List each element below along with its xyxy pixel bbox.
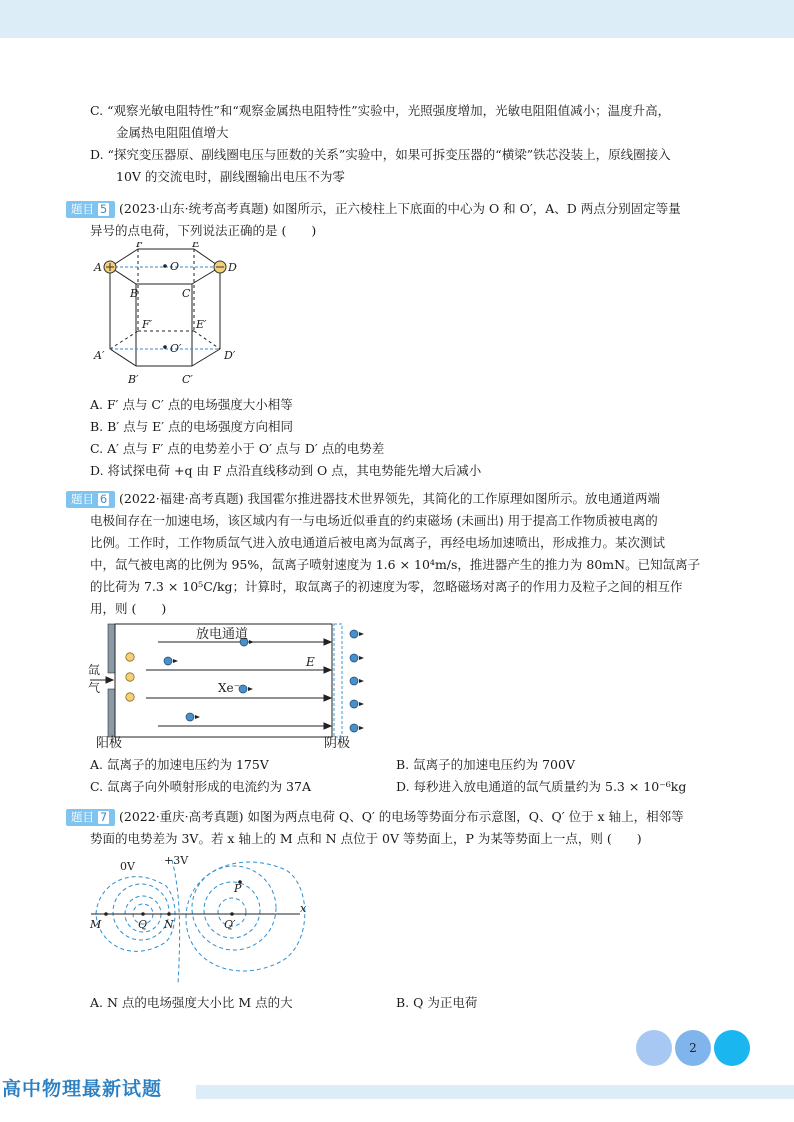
label-p: P [234, 882, 242, 895]
equipotential-diagram [86, 854, 316, 986]
channel-label: 放电通道 [196, 627, 249, 642]
anode-plate-bottom [108, 689, 115, 737]
gas-inlet-arrow [106, 677, 113, 683]
xenon-ion-icon [350, 724, 364, 732]
point-n [167, 912, 171, 916]
equipotential-qp [192, 866, 276, 950]
page-content [71, 100, 730, 1014]
question-tag: 题目 7 [66, 809, 115, 826]
label-m: M [90, 918, 102, 931]
page-circle-decoration [636, 1030, 672, 1066]
question-6-option-b: B. 氙离子的加速电压约为 700V [396, 757, 575, 772]
xenon-ion-icon [164, 657, 178, 665]
label-e: E [192, 242, 201, 250]
label-dp: D′ [224, 349, 236, 362]
page-circle-decoration [714, 1030, 750, 1066]
equipotential-qp-outer [186, 862, 305, 971]
field-arrow [324, 723, 331, 729]
question-5-options [90, 394, 730, 482]
label-b: B [130, 287, 139, 300]
question-7-stem-line2: 势面的电势差为 3V。若 x 轴上的 M 点和 N 点位于 0V 等势面上，P 为某等势面上一点，则 ( ) [90, 831, 642, 846]
ejected-ions [350, 630, 364, 732]
xenon-ion-icon [239, 685, 253, 693]
question-5-option-b: B. B′ 点与 E′ 点的电场强度方向相同 [90, 419, 294, 434]
question-5-option-d: D. 将试探电荷 +q 由 F 点沿直线移动到 O 点，其电势能先增大后减小 [90, 463, 482, 478]
footer-logo: 高中物理最新试题 [2, 1078, 163, 1100]
ion-label: Xe⁻ [218, 681, 240, 695]
point-m [104, 912, 108, 916]
label-plus-three-volt: +3V [164, 854, 189, 867]
question-6-stem-line4: 中，氙气被电离的比例为 95%，氙离子喷射速度为 1.6 × 10⁴m/s，推进器产生的推力为 80mN。已知氙离子 [90, 557, 701, 572]
charge-d-icon [214, 261, 226, 273]
label-a: A [94, 261, 102, 274]
edge-hidden [110, 331, 138, 349]
header-band [0, 0, 794, 38]
center-op-dot [163, 345, 167, 349]
question-7-option-b: B. Q 为正电荷 [396, 995, 478, 1010]
xenon-ion-icon [350, 654, 364, 662]
footer-band [196, 1085, 794, 1099]
cathode-grid [334, 624, 342, 737]
question-6-option-c: C. 氙离子向外喷射形成的电流约为 37A [90, 779, 311, 794]
equipotential-figure [86, 854, 730, 986]
label-op: O′ [170, 342, 182, 355]
question-number: 5 [97, 202, 110, 217]
edge-bottom [192, 349, 220, 366]
question-6-stem-line3: 比例。工作时，工作物质氙气进入放电通道后被电离为氙离子，再经电场加速喷出，形成推力。某次测试 [90, 535, 666, 550]
point-qp [230, 912, 234, 916]
option-c-line1: C. “观察光敏电阻特性”和“观察金属热电阻特性”实验中，光照强度增加，光敏电阻阻值减小；温度升高， [90, 103, 671, 118]
edge-hidden [194, 331, 220, 349]
xenon-ion-icon [350, 700, 364, 708]
label-o: O [170, 260, 180, 273]
question-6-stem-line1: (2022·福建·高考真题) 我国霍尔推进器技术世界领先，其简化的工作原理如图所示。放电通道两端 [119, 491, 660, 506]
label-bp: B′ [128, 373, 139, 386]
question-5-option-a: A. F′ 点与 C′ 点的电场强度大小相等 [90, 397, 293, 412]
question-6 [71, 488, 730, 798]
question-tag: 题目 6 [66, 491, 115, 508]
label-f: F [136, 242, 144, 250]
question-6-option-d: D. 每秒进入放电通道的氙气质量约为 5.3 × 10⁻⁶kg [396, 779, 687, 794]
hall-thruster-diagram [86, 622, 376, 750]
question-5 [71, 198, 730, 482]
label-n: N [164, 918, 174, 931]
hexagonal-prism-figure [86, 242, 730, 390]
gas-label-top: 氙 [88, 663, 101, 677]
question-7 [71, 806, 730, 1014]
label-d: D [228, 261, 237, 274]
question-number: 6 [97, 492, 110, 507]
label-x: x [300, 902, 307, 915]
option-d-line2: 10V 的交流电时，副线圈输出电压不为零 [116, 169, 345, 184]
label-fp: F′ [142, 318, 153, 331]
question-5-stem-line2: 异号的点电荷，下列说法正确的是 ( ) [90, 223, 317, 238]
charge-a-icon [104, 261, 116, 273]
label-cp: C′ [182, 373, 193, 386]
page-indicator [636, 1030, 752, 1066]
field-label: E [306, 655, 315, 669]
label-ap: A′ [94, 349, 105, 362]
electrode-labels [86, 732, 376, 750]
xenon-atom [126, 673, 134, 681]
question-5-stem-line1: (2023·山东·统考高考真题) 如图所示，正六棱柱上下底面的中心为 O 和 O′，A、D 两点分别固定等量 [119, 201, 681, 216]
question-7-options [90, 992, 730, 1014]
xenon-ion-icon [350, 677, 364, 685]
anode-plate-top [108, 624, 115, 673]
question-6-stem-line6: 用，则 ( ) [90, 601, 167, 616]
page-number: 2 [689, 1041, 697, 1055]
field-arrow [324, 667, 331, 673]
center-o-dot [163, 264, 167, 268]
question-6-stem-line2: 电极间存在一加速电场，该区域内有一与电场近似垂直的约束磁场 (未画出) 用于提高工作物质被电离的 [90, 513, 658, 528]
xenon-ion-icon [350, 630, 364, 638]
question-number: 7 [97, 810, 110, 825]
prev-question-options [90, 100, 730, 188]
gas-label-bottom: 气 [88, 681, 101, 695]
label-ep: E′ [196, 318, 207, 331]
xenon-ion-icon [186, 713, 200, 721]
question-tag: 题目 5 [66, 201, 115, 218]
xenon-atom [126, 653, 134, 661]
field-arrow [324, 639, 331, 645]
label-q: Q [138, 918, 148, 931]
cathode-label: 阴极 [324, 736, 351, 751]
xenon-ions [164, 638, 254, 721]
label-qp: Q′ [224, 918, 236, 931]
label-zero-volt: 0V [120, 860, 135, 873]
edge-bottom [110, 349, 136, 366]
question-6-option-a: A. 氙离子的加速电压约为 175V [90, 757, 269, 772]
point-q [141, 912, 145, 916]
anode-label: 阳极 [96, 736, 123, 751]
field-arrow [324, 695, 331, 701]
option-c-line2: 金属热电阻阻值增大 [116, 125, 229, 140]
question-6-stem-line5: 的比荷为 7.3 × 10⁵C/kg；计算时，取氙离子的初速度为零，忽略磁场对离子的作用力及粒子之间的相互作 [90, 579, 683, 594]
question-7-stem-line1: (2022·重庆·高考真题) 如图为两点电荷 Q、Q′ 的电场等势面分布示意图，Q、Q′ 位于 x 轴上，相邻等 [119, 809, 684, 824]
option-d-line1: D. “探究变压器原、副线圈电压与匝数的关系”实验中，如果可拆变压器的“横梁”铁芯没装上，原线圈接入 [90, 147, 671, 162]
xenon-atom [126, 693, 134, 701]
question-7-option-a: A. N 点的电场强度大小比 M 点的大 [90, 995, 293, 1010]
question-6-options [90, 754, 730, 798]
question-5-option-c: C. A′ 点与 F′ 点的电势差小于 O′ 点与 D′ 点的电势差 [90, 441, 385, 456]
label-c: C [182, 287, 191, 300]
hall-thruster-figure [86, 622, 730, 750]
hexagonal-prism-diagram [86, 242, 266, 390]
